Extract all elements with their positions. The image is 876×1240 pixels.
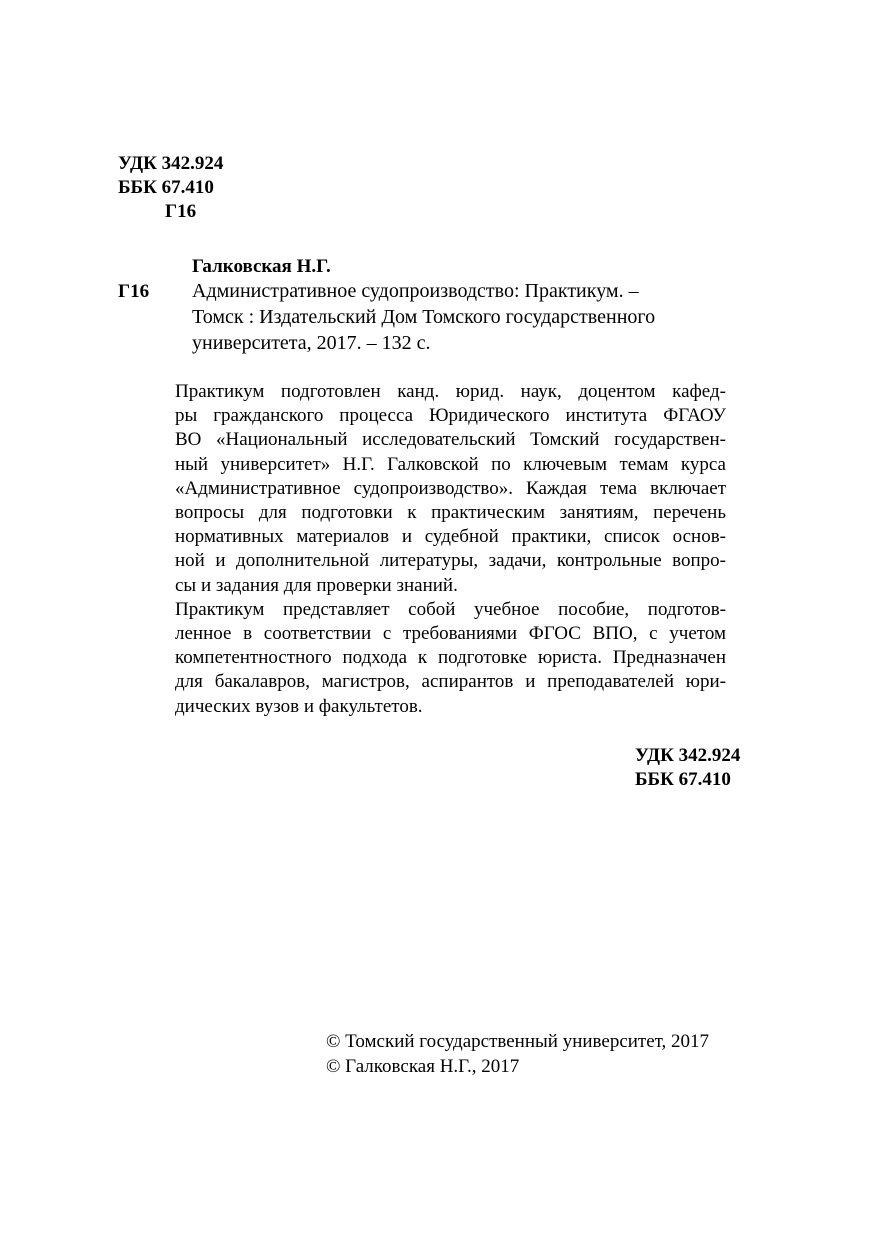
text-line: ленное в соответствии с требованиями ФГОС ВПО, с учетом [175,623,726,645]
udk-code: УДК 342.924 [118,153,224,174]
bbk-code: ББК 67.410 [118,177,214,198]
abstract-paragraph-2 [147,598,726,719]
bbk-code-bottom: ББК 67.410 [635,769,731,790]
text-line: Практикум подготовлен канд. юрид. наук, доцентом кафед- [175,381,726,402]
udk-code-bottom: УДК 342.924 [635,745,741,766]
author-sign: Г16 [165,201,197,222]
abstract-paragraph-1 [147,380,726,598]
copyright-block [326,1029,709,1079]
classification-codes [118,152,223,224]
text-line: компетентностного подхода к подготовке юриста. Предназначен [175,647,726,669]
text-line: «Административное судопроизводство». Каждая тема включает [175,477,726,499]
text-line: для бакалавров, магистров, аспирантов и преподавателей юри- [175,671,726,693]
bib-line: Административное судопроизводство: Практикум. – [192,280,639,302]
text-line: ный университет» Н.Г. Галковской по ключевым темам курса [175,453,726,475]
bibliographic-record [192,278,655,356]
bib-line: Томск : Издательский Дом Томского государственного [192,306,656,328]
text-line: дических вузов и факультетов. [175,695,423,717]
classification-codes-bottom [635,744,740,792]
bib-line: университета, 2017. – 132 с. [192,332,431,354]
copyright-university: © Томский государственный университет, 2017 [326,1031,710,1052]
text-line: Практикум представляет собой учебное пособие, подготов- [175,598,726,620]
text-line: ной и дополнительной литературы, задачи, контрольные вопро- [175,550,726,572]
abstract [147,380,726,719]
text-line: ВО «Национальный исследовательский Томский государствен- [175,429,726,451]
text-line: вопросы для подготовки к практическим занятиям, перечень [175,502,726,524]
text-line: нормативных материалов и судебной практики, список основ- [175,526,726,548]
copyright-author: © Галковская Н.Г., 2017 [326,1056,520,1077]
text-line: сы и задания для проверки знаний. [175,574,458,596]
author-name: Галковская Н.Г. [192,256,331,277]
cutter-code: Г16 [118,281,150,302]
text-line: ры гражданского процесса Юридического института ФГАОУ [175,405,726,427]
